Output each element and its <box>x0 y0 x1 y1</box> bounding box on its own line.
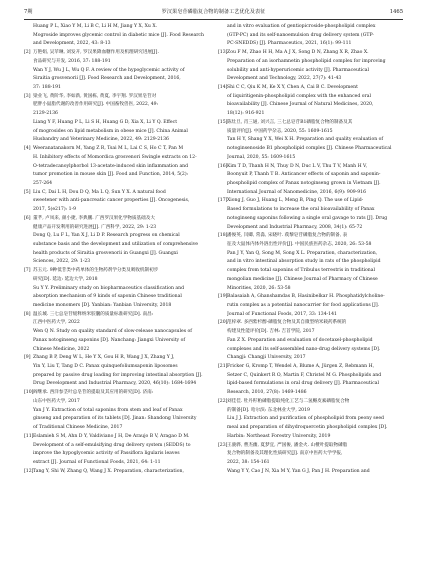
reference-entry <box>218 293 400 319</box>
reference-line: of mogrosides on lipid metabolism in obese mice [J]. China Animal <box>33 128 188 134</box>
reference-line: Journal, 2020, 55: 1609-1615 <box>227 154 296 160</box>
reference-number: [6] <box>24 215 31 221</box>
reference-line: International Journal of Nanomedicine, 2016, 6(9): 909-916 <box>227 189 366 195</box>
reference-line: Liu C, Dai L H, Dou D Q, Ma L Q, Sun Y X. A natural food <box>33 189 166 195</box>
reference-line: O-tetradecanoylphorbol 13-acetate-induced skin inflammation and <box>33 163 189 169</box>
reference-line: Kim T D, Thanh H N, Thuy D N, Duc L V, Thu T V, Manh H V, <box>227 163 368 169</box>
reference-line: Weeranatanakorn M, Yang Z R, Tsai M L, Lai C S, Ho C T, Pan M <box>33 146 184 152</box>
reference-number: [19] <box>218 294 228 300</box>
reference-line: Research, 2010, 27(8): 1469-1486 <box>227 390 307 396</box>
reference-entry <box>24 49 206 93</box>
reference-line: Wen Q N. Study on quality standard of slow-release nanocapsules of <box>33 329 192 335</box>
reference-number: [23] <box>218 442 228 448</box>
reference-line: Xiong J, Guo J, Huang L, Meng B, Ping Q. The use of Lipid- <box>227 198 364 204</box>
reference-line: Chinese Medicine, 2022 <box>33 346 90 352</box>
reference-line: Balasaiah A, Ghanshamdas B, Hasinibelkar H. Phosphatidylcholine- <box>227 294 385 300</box>
reference-line: medicine monomers [D]. Yanbian: Yanbian University, 2018 <box>33 303 172 308</box>
reference-entry <box>218 398 400 442</box>
reference-entry <box>24 189 206 215</box>
reference-line: 阎继承. 西洋参茎叶总皂苷的提取及其应用的研究[D]. 济南: <box>33 390 154 396</box>
reference-line: complexes and its self-assembled nano-drug delivery systems [D]. <box>227 346 381 352</box>
reference-number: [20] <box>218 320 228 326</box>
reference-line: sweetener with anti-pancreatic cancer properties [J]. Oncogenesis, <box>33 198 190 204</box>
reference-line: of Traditional Chinese Medicine, 2017 <box>33 425 123 431</box>
reference-line: 2022, 38: 154-161 <box>227 459 270 465</box>
reference-line: meal and preparation of dihydroquercetin phospholipid complex [D]. <box>227 425 388 431</box>
reference-number: [22] <box>218 398 228 404</box>
reference-line: substance basis and the development and utilization of comprehensive <box>33 241 199 247</box>
reference-line: PC-SNEDDS) [J]. Pharmaceutics, 2021, 16(1): 99-111 <box>227 41 352 47</box>
reference-line: 构建及性能评价[D]. 吉林: 吉首学院, 2017 <box>227 329 315 335</box>
reference-line: 范梓翠. 多西紫杉醇-磷脂复合物及其自微型纳米载药系统的 <box>227 320 347 326</box>
reference-entry <box>218 363 400 398</box>
reference-line: lipid-based formulations in oral drug delivery [J]. Pharmaceutical <box>227 381 379 387</box>
reference-entry <box>218 319 400 363</box>
reference-number: [12] <box>24 468 34 474</box>
reference-line: Huang P L, Xiao Y M, Li B C, Li H M, Jiang Y X, Xu X. <box>33 24 158 29</box>
reference-line: Yan J Y. Extraction of total saponins from stem and leaf of Panax <box>33 407 183 413</box>
reference-entry <box>218 23 400 49</box>
issue-number: 7期 <box>24 9 33 15</box>
reference-line: Fan Z X. Preparation and evaluation of docetaxel-phospholipid <box>227 337 373 343</box>
reference-line: improve the hypoglycemic activity of Passiflora ligularis leaves <box>33 451 180 457</box>
reference-line: 2129-2136 <box>33 111 58 117</box>
reference-line: Based formulations to increase the oral bioavailability of Panax <box>227 207 375 213</box>
header-rule <box>24 19 403 20</box>
reference-line: 健康产品开发利用的研究进展[J]. 广西科学, 2022, 29: 1-23 <box>33 224 157 230</box>
references-right-column <box>218 23 400 476</box>
reference-number: [2] <box>24 50 31 56</box>
reference-line: 陈灶旦, 肖三通, 刘兴言, 三七总皂苷B1磷脂复合物的制备及其 <box>227 119 353 125</box>
reference-line: notoginseng saponins following a single oral gavage to rats [J]. Drug <box>227 215 388 221</box>
reference-line: 万艳娟, 吴苹琳, 刘发开, 罗汉果降血糖作用及机理研究进展[J]. <box>33 50 159 56</box>
reference-entry <box>24 145 206 189</box>
reference-line: ginseng and preparation of its tablets [D]. Jinan: Shandong University <box>33 416 197 422</box>
reference-line: notoginsenoside B1 phospholipid complex [J]. Chinese Pharmaceutical <box>227 146 392 152</box>
reference-line: Boonyuit P, Thanh T B. Anticancer effects of saponin and saponin- <box>227 172 381 178</box>
reference-number: [8] <box>24 311 31 317</box>
reference-line: rutin complex as a potential nanocarrier for food applications [J]. <box>227 303 380 308</box>
reference-entry <box>218 442 400 477</box>
reference-line: 257-264 <box>33 180 53 186</box>
reference-line: Harbin: Northeast Forestry University, 2019 <box>227 433 331 439</box>
page-number: 1465 <box>389 9 403 15</box>
reference-line: Sciences, 2022, 29: 1-23 <box>33 259 91 265</box>
reference-line: 18(12): 916-921 <box>227 111 265 117</box>
reference-line: and in vitro intestinal absorption study in rats of the phospholipid <box>227 259 381 265</box>
reference-line: and Development, 2022, 43: 8-13 <box>33 41 111 47</box>
reference-number: [17] <box>218 198 228 204</box>
reference-entry <box>24 354 206 389</box>
reference-entry <box>24 468 206 477</box>
reference-line: H. Inhibitory effects of Momordica grosvenori Swingle extracts on 12- <box>33 154 197 160</box>
reference-entry <box>24 267 206 311</box>
reference-line: solubility and anti-hyperuricemic activity [J]. Pharmaceutical <box>227 67 370 73</box>
reference-line: 征及大鼠体内体外溶出性评价[J]. 中国民族医药杂志, 2020, 26: 53-58 <box>227 241 372 247</box>
reference-line: complex from total saponins of Tribulus terrestris in traditional <box>227 268 375 274</box>
reference-line: absorption mechanism of 9 kinds of saponin Chinese traditional <box>33 294 182 300</box>
reference-line: Eslamieh S M, Ahn D Y, Valdiviano J H, De Araujo B V, Aragao D M. <box>33 433 190 439</box>
reference-line: Setzer C, Quinkert R O, Martin F, Christel M G. Phospholipids and <box>227 372 382 378</box>
reference-number: [10] <box>24 390 34 396</box>
reference-line: 复合物的制备及其理化性质研究[J]. 南京中医药大学学报, <box>227 451 343 457</box>
reference-line: Preparation of an isorhamnetin phospholipid complex for improving <box>227 58 386 64</box>
reference-line: Development of a self-emulsifying drug delivery system (SEDDS) to <box>33 442 191 448</box>
reference-line: Mogroside improves glycemic control in diabetic mice [J]. Food Research <box>33 32 204 38</box>
reference-entry <box>218 163 400 198</box>
reference-number: [21] <box>218 364 228 370</box>
reference-line: 梁业飞, 黄阶华, 李如新, 黄国栋, 黄夏, 李宇翔. 罗汉果皂苷对 <box>33 93 157 99</box>
reference-line: 的制备[D]. 哈尔滨: 东北林业大学, 2019 <box>227 407 310 413</box>
reference-line: Wang Y Y, Cao J N, Xia M Y, Yan G J, Pan J H. Preparation and <box>227 468 370 474</box>
reference-line: phospholipid complex of Panax notoginseng grown in Vietnam [J]. <box>227 180 381 186</box>
reference-number: [15] <box>218 119 228 125</box>
reference-line: Changji: Changji University, 2017 <box>227 355 306 361</box>
running-header <box>24 6 403 18</box>
reference-line: 质量评价[J]. 中国药学杂志, 2020, 55: 1609-1615 <box>227 128 333 134</box>
reference-number: [9] <box>24 355 31 361</box>
reference-number: [7] <box>24 268 31 274</box>
reference-entry <box>24 215 206 267</box>
reference-line: Liang Y F, Huang P L, Li S H, Huang G D, Xia X, Li Y Q. Effect <box>33 119 178 125</box>
reference-entry <box>24 389 206 433</box>
reference-entry <box>218 232 400 293</box>
reference-line: (GTP-PC) and its self-nanoemulsion drug delivery system (GTP- <box>227 32 374 38</box>
reference-line: and in vitro evaluation of gentiopicroside-phospholipid complex <box>227 24 376 29</box>
reference-number: [11] <box>24 433 34 439</box>
reference-line: Fricker G, Kromp T, Wendel A, Blume A, Jürgen Z, Rebmann H, <box>227 364 375 370</box>
reference-line: tumor promotion in mouse skin [J]. Food and Function, 2014, 5(2): <box>33 172 189 178</box>
reference-line: 王骏骅, 曹杰幽, 夏梦宜, 严国俊, 潘金火. 山楂叶提取物磷脂 <box>227 442 348 448</box>
reference-number: [14] <box>218 85 228 91</box>
reference-number: [13] <box>218 50 228 56</box>
reference-line: 肥胖小鼠脂代谢的改善作用研究[J]. 中国畜牧兽医, 2022, 49: <box>33 102 159 108</box>
references-left-column <box>24 23 206 476</box>
reference-number: [18] <box>218 233 228 239</box>
reference-number: [4] <box>24 146 31 152</box>
reference-line: Development and Industrial Pharmacy, 2008, 34(1): 65-72 <box>227 224 363 230</box>
reference-line: 刘佳佳. 牡丹籽粕磷脂提取纯化工艺与二氢槲皮素磷脂复合物 <box>227 398 350 404</box>
reference-line: bioavailability [J]. Chinese Journal of Natural Medicines, 2020, <box>227 102 374 108</box>
reference-line: 温长城. 三七总皂苷缓释纳米胶囊的质量标准研究[D]. 南昌: <box>33 311 154 317</box>
reference-line: Tang Y, Shi W, Zhang Q, Wang J X. Preparation, characterization, <box>33 468 184 474</box>
reference-line: Wan Y J, Wu J L, Wu Q F. A review of the hypoglycemic activity of <box>33 67 185 73</box>
reference-entry <box>24 433 206 468</box>
reference-entry <box>218 49 400 84</box>
reference-line: Liu J J. Extraction and purification of phospholipid from peony seed <box>227 416 384 422</box>
reference-line: 苏玉元. 9种低苷类中药单体的生物药剂学分类及吸收机制初步 <box>33 268 159 274</box>
reference-line: 食品研究与开发, 2016, 37: 188-191 <box>33 58 111 64</box>
reference-line: Zou F M, Zhao H H, Ma A J X, Song D N, Zhang X R, Zhao X. <box>227 50 369 56</box>
reference-entry <box>218 84 400 119</box>
reference-line: 研究[D]. 延边: 延边大学, 2018 <box>33 276 98 282</box>
running-title: 罗汉果皂苷磷脂复合物的制备工艺优化及表征 <box>161 9 266 15</box>
reference-entry <box>218 197 400 232</box>
reference-number: [3] <box>24 93 31 99</box>
reference-line: prepared by passive drug loading for improving intestinal absorption [J]. <box>33 372 203 378</box>
reference-line: Su Y Y. Preliminary study on biopharmaceutics classification and <box>33 285 185 291</box>
reference-line: extract [J]. Journal of Functional Foods, 2021, 64: 1-11 <box>33 459 161 465</box>
reference-line: Siraitia grosvenorii [J]. Food Research and Development, 2016, <box>33 76 181 82</box>
reference-line: mongolian medicine [J]. Chinese Journal of Pharmacy of Chinese <box>227 276 378 282</box>
reference-entry <box>24 93 206 145</box>
reference-line: Pan J Y, Yan Q, Song M, Song X L. Preparation, characterization, <box>227 250 378 256</box>
reference-number: [16] <box>218 163 228 169</box>
reference-line: Journal of Functional Foods, 2017, 33: 134-141 <box>227 311 337 317</box>
reference-line: Minorities, 2020, 26: 53-58 <box>227 285 291 291</box>
reference-line: 2017, 5(e217): 1-9 <box>33 207 77 213</box>
reference-line: Shi C C, Qiu K M, Ke X Y, Chen A, Cai B C. Development <box>227 85 358 91</box>
reference-entry <box>24 311 206 355</box>
reference-line: health products of Siraitia grosvenorii in Guangxi [J]. Guangxi <box>33 250 178 256</box>
reference-entry <box>218 119 400 163</box>
reference-number: [5] <box>24 189 31 195</box>
reference-entry <box>24 23 206 49</box>
reference-line: Tan H Y, Shang Y X, Wei X H. Preparation and quality evaluation of <box>227 137 384 143</box>
reference-line: 山东中医药大学, 2017 <box>33 398 80 404</box>
reference-line: Zhang B P, Deng W L, He Y X, Gou H R, Wang J X, Zhang Y J, <box>33 355 175 361</box>
reference-line: 董芊, 卢凤来, 颜小捷, 李典鹏. 广西罗汉果化学物质基础及大 <box>33 215 155 221</box>
reference-line: Husbandry and Veterinary Medicine, 2022, 49: 2129-2136 <box>33 137 169 143</box>
reference-line: Panax notoginseng saponins [D]. Nanchang: Jiangxi University of <box>33 337 186 343</box>
reference-line: 潘俊英, 闫卿, 常淼, 宋晓叶. 蒺藜皂苷磷脂复合物的制备, 表 <box>227 233 348 239</box>
reference-line: of liquiritigenin-phospholipid complex with the enhanced oral <box>227 93 371 99</box>
reference-line: Development and Technology, 2022, 27(7): 41-43 <box>227 76 342 82</box>
reference-line: Yin Y, Liu T, Tang D C. Panax quinquefoliumsaponin liposomes <box>33 364 178 370</box>
reference-line: 37: 188-191 <box>33 85 61 91</box>
reference-line: Dong Q, Lu F L, Yan X J, Li D P. Research progress on chemical <box>33 233 180 239</box>
reference-line: Drug Development and Industrial Pharmacy, 2020, 46(10): 1684-1694 <box>33 381 197 387</box>
reference-line: 江西中医药大学, 2022 <box>33 320 80 326</box>
